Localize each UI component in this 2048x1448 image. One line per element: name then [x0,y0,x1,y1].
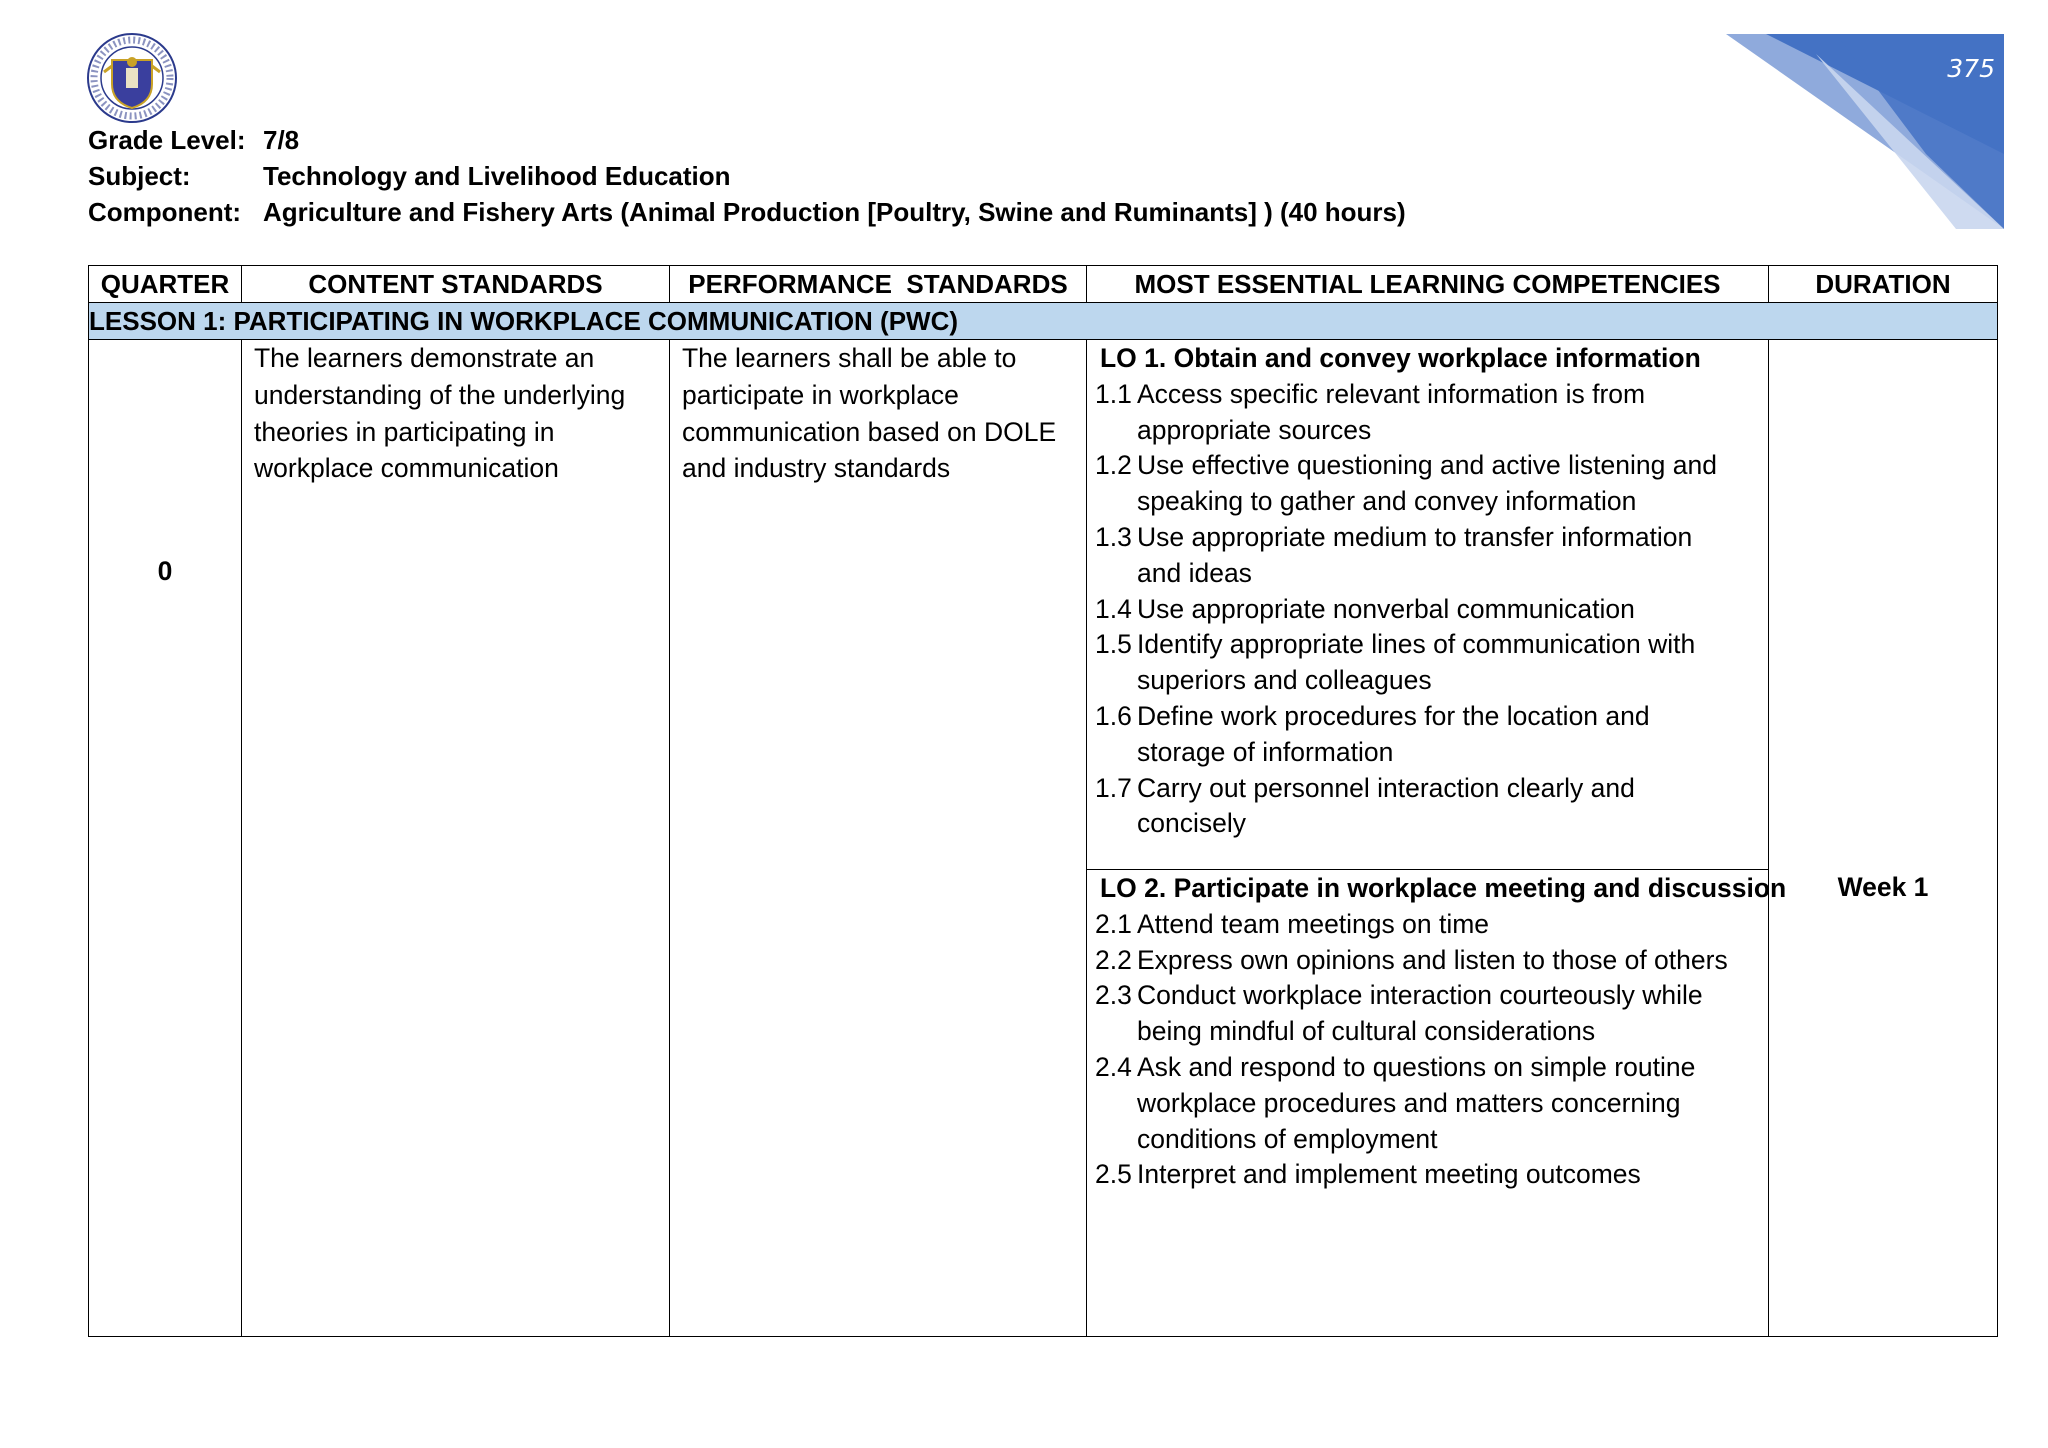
lesson-title: LESSON 1: PARTICIPATING IN WORKPLACE COMMUNICATION (PWC) [89,303,1998,340]
content-line: The learners demonstrate an [254,343,595,373]
quarter-cell [89,340,242,1337]
competency-item [1095,1157,1760,1193]
competency-line: Use appropriate medium to transfer information [1137,521,1693,552]
competency-item [1095,699,1760,771]
competency-line: Express own opinions and listen to those of others [1137,944,1728,975]
competency-line: workplace procedures and matters concerning [1137,1087,1681,1118]
lo2-title: LO 2. Participate in workplace meeting and discussion [1100,873,1787,903]
competency-item [1095,627,1760,699]
competencies-cell [1087,340,1787,1337]
competency-line: Conduct workplace interaction courteously while [1137,980,1703,1011]
competency-line: Use appropriate nonverbal communication [1137,593,1635,624]
component-label: Component: [88,196,242,227]
content-line: workplace communication [254,453,559,484]
lo1-title: LO 1. Obtain and convey workplace information [1100,343,1701,373]
competency-line: Interpret and implement meeting outcomes [1137,1159,1641,1190]
header-competencies: MOST ESSENTIAL LEARNING COMPETENCIES [1087,266,1769,303]
performance-line: The learners shall be able to [682,343,1017,373]
lesson-row [89,303,1998,340]
competency-number: 1.3 [1095,521,1132,552]
header-duration: DURATION [1769,266,1998,303]
competency-item [1095,943,1760,979]
content-line: theories in participating in [254,416,555,447]
competency-item [1095,520,1760,592]
table-header-row [89,266,1998,303]
competency-line: Define work procedures for the location and [1137,700,1650,731]
competency-line: Access specific relevant information is from [1137,378,1646,409]
deped-seal-logo [86,32,178,124]
competency-number: 2.1 [1095,908,1132,939]
table-row [89,340,1998,1337]
competencies-table [88,265,1998,1337]
competency-line: Use effective questioning and active listening and [1137,450,1717,481]
header-performance-standards: PERFORMANCE STANDARDS [670,266,1087,303]
competency-line: conditions of employment [1137,1123,1438,1154]
quarter-value: 0 [157,556,173,586]
page-number: 375 [1947,54,1995,83]
competency-number: 2.3 [1095,980,1132,1011]
competency-item [1095,377,1760,449]
competency-line: Identify appropriate lines of communication with [1137,629,1696,660]
competency-line: appropriate sources [1137,414,1372,445]
competency-text [1137,771,1760,843]
competency-number: 1.2 [1095,450,1132,481]
competency-number: 1.7 [1095,772,1132,803]
competency-item [1095,1050,1760,1157]
competency-number: 2.2 [1095,944,1132,975]
component-value: Agriculture and Fishery Arts (Animal Production [Poultry, Swine and Ruminants] ) (40 hours) [263,196,1406,227]
lo1-list [1095,377,1760,842]
content-line: understanding of the underlying [254,379,626,410]
competency-number: 1.4 [1095,593,1132,624]
competency-line: Carry out personnel interaction clearly and [1137,772,1635,803]
competency-item [1095,592,1760,628]
performance-standards-cell [670,340,1087,1337]
competency-item [1095,978,1760,1050]
competency-text [1137,520,1760,592]
duration-value: Week 1 [1837,872,1929,902]
competency-item [1095,907,1760,943]
competency-line: being mindful of cultural considerations [1137,1016,1596,1047]
competency-text [1137,1157,1760,1193]
performance-line: participate in workplace [682,379,959,410]
competency-line: speaking to gather and convey information [1137,486,1637,517]
grade-level-row [88,122,1406,158]
competency-line: storage of information [1137,736,1394,767]
competency-line: and ideas [1137,557,1252,588]
content-standards-cell [242,340,670,1337]
grade-level-value: 7/8 [263,124,300,155]
competency-text [1137,699,1760,771]
lo2-group [1087,870,1787,1336]
competency-line: Ask and respond to questions on simple routine [1137,1051,1696,1082]
duration-cell [1769,340,1998,1337]
competency-text [1137,592,1760,628]
competency-line: Attend team meetings on time [1137,908,1490,939]
subject-label: Subject: [88,160,191,191]
performance-line: and industry standards [682,453,951,484]
grade-level-label: Grade Level: [88,124,246,155]
competency-text [1137,448,1760,520]
lo2-list [1095,907,1760,1193]
header-quarter: QUARTER [89,266,242,303]
competency-number: 1.5 [1095,629,1132,660]
competency-item [1095,771,1760,843]
competency-text [1137,907,1760,943]
competency-text [1137,978,1760,1050]
performance-line: communication based on DOLE [682,416,1057,447]
competency-number: 2.4 [1095,1051,1132,1082]
competency-line: concisely [1137,808,1246,839]
competency-number: 2.5 [1095,1159,1132,1190]
subject-row [88,158,1406,194]
subject-value: Technology and Livelihood Education [263,160,731,191]
competency-number: 1.6 [1095,700,1132,731]
lo1-group [1087,340,1768,870]
competency-item [1095,448,1760,520]
component-row [88,194,1406,230]
competency-text [1137,943,1760,979]
header-content-standards: CONTENT STANDARDS [242,266,670,303]
competency-text [1137,377,1760,449]
competency-line: superiors and colleagues [1137,665,1432,696]
competency-text [1137,627,1760,699]
competency-text [1137,1050,1760,1157]
document-header [88,122,1406,230]
competency-number: 1.1 [1095,378,1132,409]
